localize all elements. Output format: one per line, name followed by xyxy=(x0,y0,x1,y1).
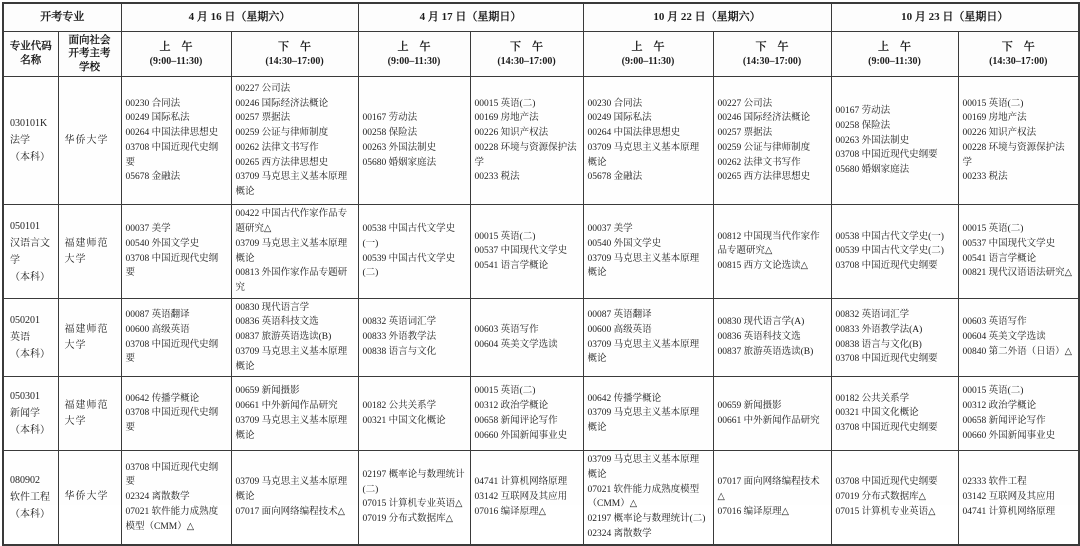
course-entry: 04741 计算机网络原理 xyxy=(962,506,1056,517)
course-entry: 00539 中国古代文学史(二) xyxy=(362,253,456,279)
course-entry: 03709 马克思主义基本原理概论 xyxy=(235,477,348,503)
session-courses-cell xyxy=(231,298,358,377)
course-entry: 00087 英语翻译 xyxy=(125,310,190,321)
course-entry: 00541 语言学概论 xyxy=(474,260,549,271)
course-entry: 00228 环境与资源保护法学 xyxy=(474,142,577,168)
session-courses-cell xyxy=(121,205,231,298)
course-entry: 00659 新闻摄影 xyxy=(235,386,300,397)
course-entry: 07017 面向网络编程技术△ xyxy=(235,506,345,517)
course-entry: 00833 外语教学法 xyxy=(362,332,437,343)
course-entry: 00233 税法 xyxy=(962,172,1008,183)
school-cell: 华侨大学 xyxy=(58,77,121,205)
course-entry: 00838 语言与文化(B) xyxy=(835,339,922,350)
course-entry: 00182 公共关系学 xyxy=(835,393,910,404)
course-entry: 00263 外国法制史 xyxy=(835,135,910,146)
header-date-apr17: 4 月 17 日（星期日） xyxy=(358,3,583,31)
table-row xyxy=(3,377,1079,451)
major-info-line: 030101K xyxy=(10,118,48,130)
session-courses-cell xyxy=(583,298,713,377)
course-entry: 00087 英语翻译 xyxy=(587,310,652,321)
session-label: 上 午 xyxy=(159,41,193,54)
session-courses-cell xyxy=(358,451,470,545)
school-cell: 福建师范大学 xyxy=(58,298,121,377)
course-entry: 05678 金融法 xyxy=(125,172,181,183)
course-entry: 03709 马克思主义基本原理概论 xyxy=(235,346,348,372)
course-entry: 07021 软件能力成熟度模型（CMM）△ xyxy=(587,484,700,510)
course-entry: 03708 中国近现代史纲要 xyxy=(125,142,219,168)
table-row xyxy=(3,77,1079,205)
course-entry: 07021 软件能力成熟度模型（CMM）△ xyxy=(125,506,219,532)
course-entry: 00169 房地产法 xyxy=(474,113,539,124)
course-entry: 00015 英语(二) xyxy=(474,98,536,109)
course-entry: 00321 中国文化概论 xyxy=(362,415,446,426)
header-date-apr16: 4 月 16 日（星期六） xyxy=(121,3,358,31)
course-entry: 02324 离散数学 xyxy=(125,492,190,503)
session-courses-cell xyxy=(358,205,470,298)
session-courses-cell xyxy=(358,77,470,205)
course-entry: 03708 中国近现代史纲要 xyxy=(835,260,938,271)
course-entry: 07019 分布式数据库△ xyxy=(835,492,926,503)
major-code-cell xyxy=(3,377,58,451)
course-entry: 00812 中国现当代作家作品专题研究△ xyxy=(717,231,820,257)
course-entry: 03142 互联网及其应用 xyxy=(962,492,1056,503)
course-entry: 00603 英语写作 xyxy=(474,324,539,335)
table-header xyxy=(3,3,1079,77)
session-time: (14:30–17:00) xyxy=(497,55,556,67)
major-code-cell xyxy=(3,77,58,205)
session-label: 上 午 xyxy=(878,41,911,54)
session-label: 下 午 xyxy=(755,41,789,54)
course-entry: 00642 传播学概论 xyxy=(125,393,200,404)
course-entry: 00227 公司法 xyxy=(235,84,291,95)
session-courses-cell xyxy=(713,205,831,298)
course-entry: 03708 中国近现代史纲要 xyxy=(125,253,219,279)
course-entry: 00015 英语(二) xyxy=(474,231,536,242)
course-entry: 03709 马克思主义基本原理概论 xyxy=(587,408,700,434)
course-entry: 00661 中外新闻作品研究 xyxy=(235,401,338,412)
header-major-group: 开考专业 xyxy=(3,3,121,31)
course-entry: 00167 劳动法 xyxy=(835,106,891,117)
session-time: (9:00–11:30) xyxy=(149,55,203,67)
session-courses-cell xyxy=(231,451,358,545)
school-cell: 福建师范大学 xyxy=(58,377,121,451)
session-courses-cell xyxy=(583,205,713,298)
major-code-cell xyxy=(3,205,58,298)
course-entry: 05678 金融法 xyxy=(587,172,643,183)
exam-schedule-table xyxy=(2,2,1080,546)
course-entry: 05680 婚姻家庭法 xyxy=(362,157,437,168)
header-oct23-am xyxy=(831,31,958,77)
course-entry: 00249 国际私法 xyxy=(587,113,652,124)
session-courses-cell xyxy=(358,377,470,451)
course-entry: 00037 美学 xyxy=(125,224,171,235)
course-entry: 07016 编译原理△ xyxy=(474,506,546,517)
course-entry: 02197 概率论与数理统计(二) xyxy=(362,470,465,495)
course-entry: 03709 马克思主义基本原理概论 xyxy=(587,142,700,168)
course-entry: 00659 新闻摄影 xyxy=(717,401,782,412)
course-entry: 00264 中国法律思想史 xyxy=(587,128,681,139)
session-courses-cell xyxy=(121,298,231,377)
course-entry: 02333 软件工程 xyxy=(962,477,1027,488)
course-entry: 00836 英语科技文选 xyxy=(235,317,319,328)
session-courses-cell xyxy=(583,377,713,451)
course-entry: 00813 外国作家作品专题研究 xyxy=(235,268,348,294)
major-info-line: 050101 xyxy=(10,220,40,232)
course-entry: 00312 政治学概论 xyxy=(962,401,1037,412)
course-entry: 00169 房地产法 xyxy=(962,113,1027,124)
session-courses-cell xyxy=(121,377,231,451)
exam-schedule-document xyxy=(2,2,1078,539)
header-oct22-am xyxy=(583,31,713,77)
course-entry: 00604 英美文学选读 xyxy=(474,339,558,350)
school-cell: 华侨大学 xyxy=(58,451,121,545)
major-code-cell xyxy=(3,298,58,377)
course-entry: 00830 现代语言学(A) xyxy=(717,317,805,328)
session-label: 下 午 xyxy=(278,41,311,54)
course-entry: 00840 第二外语（日语）△ xyxy=(962,346,1072,357)
session-courses-cell xyxy=(470,451,583,545)
session-courses-cell xyxy=(470,77,583,205)
course-entry: 00263 外国法制史 xyxy=(362,142,437,153)
course-entry: 02324 离散数学 xyxy=(587,528,652,539)
header-oct23-pm xyxy=(958,31,1079,77)
course-entry: 00603 英语写作 xyxy=(962,317,1027,328)
course-entry: 00265 西方法律思想史 xyxy=(717,172,811,183)
session-time: (9:00–11:30) xyxy=(621,55,675,67)
course-entry: 03709 马克思主义基本原理概论 xyxy=(235,415,348,441)
course-entry: 00541 语言学概论 xyxy=(962,253,1037,264)
session-courses-cell xyxy=(713,77,831,205)
course-entry: 00226 知识产权法 xyxy=(962,128,1037,139)
course-entry: 00600 高级英语 xyxy=(125,324,190,335)
table-row xyxy=(3,205,1079,298)
header-date-oct22: 10 月 22 日（星期六） xyxy=(583,3,831,31)
session-courses-cell xyxy=(958,298,1079,377)
course-entry: 03709 马克思主义基本原理概论 xyxy=(235,172,348,198)
session-courses-cell xyxy=(231,77,358,205)
course-entry: 00037 美学 xyxy=(587,224,633,235)
course-entry: 00660 外国新闻事业史 xyxy=(962,430,1056,441)
major-info-line: 法学 xyxy=(10,135,30,147)
course-entry: 00230 合同法 xyxy=(125,98,181,109)
session-courses-cell xyxy=(958,377,1079,451)
session-courses-cell xyxy=(958,77,1079,205)
course-entry: 07016 编译原理△ xyxy=(717,506,789,517)
header-school: 面向社会 开考主考 学校 xyxy=(58,31,121,77)
session-courses-cell xyxy=(713,377,831,451)
course-entry: 00259 公证与律师制度 xyxy=(717,142,811,153)
major-info-line: （本科） xyxy=(10,152,50,164)
course-entry: 00258 保险法 xyxy=(835,120,891,131)
course-entry: 00015 英语(二) xyxy=(962,98,1024,109)
course-entry: 00837 旅游英语选读(B) xyxy=(717,346,814,357)
session-courses-cell xyxy=(583,451,713,545)
course-entry: 03708 中国近现代史纲要 xyxy=(835,150,938,161)
major-info-line: 英语 xyxy=(10,332,30,344)
major-info-line: 050301 xyxy=(10,391,40,403)
course-entry: 00264 中国法律思想史 xyxy=(125,128,219,139)
session-time: (14:30–17:00) xyxy=(989,55,1048,67)
course-entry: 00257 票据法 xyxy=(717,128,773,139)
course-entry: 00259 公证与律师制度 xyxy=(235,128,329,139)
course-entry: 04741 计算机网络原理 xyxy=(474,477,568,488)
major-info-line: （本科） xyxy=(10,271,50,283)
session-label: 下 午 xyxy=(1001,41,1035,54)
course-entry: 00015 英语(二) xyxy=(962,224,1024,235)
header-apr16-am xyxy=(121,31,231,77)
course-entry: 00230 合同法 xyxy=(587,98,643,109)
table-row xyxy=(3,298,1079,377)
course-entry: 03708 中国近现代史纲要 xyxy=(125,462,219,488)
session-courses-cell xyxy=(958,451,1079,545)
major-info-line: 050201 xyxy=(10,315,40,327)
session-courses-cell xyxy=(358,298,470,377)
session-courses-cell xyxy=(121,77,231,205)
course-entry: 03709 马克思主义基本原理概论 xyxy=(587,339,700,365)
session-courses-cell xyxy=(231,205,358,298)
major-info-line: 080902 xyxy=(10,474,40,486)
session-time: (9:00–11:30) xyxy=(387,55,441,67)
session-courses-cell xyxy=(958,205,1079,298)
course-entry: 00182 公共关系学 xyxy=(362,401,437,412)
course-entry: 00262 法律文书写作 xyxy=(235,142,319,153)
course-entry: 00836 英语科技文选 xyxy=(717,332,801,343)
course-entry: 00838 语言与文化 xyxy=(362,346,437,357)
course-entry: 03708 中国近现代史纲要 xyxy=(125,408,219,434)
course-entry: 00832 英语词汇学 xyxy=(835,310,910,321)
course-entry: 00661 中外新闻作品研究 xyxy=(717,415,820,426)
session-label: 上 午 xyxy=(631,41,665,54)
table-row xyxy=(3,451,1079,545)
header-oct22-pm xyxy=(713,31,831,77)
course-entry: 00837 旅游英语选读(B) xyxy=(235,332,332,343)
major-info-line: 汉语言文学 xyxy=(10,237,50,266)
major-code-cell xyxy=(3,451,58,545)
course-entry: 00833 外语教学法(A) xyxy=(835,324,923,335)
major-info-line: （本科） xyxy=(10,349,50,361)
course-entry: 00249 国际私法 xyxy=(125,113,190,124)
course-entry: 00537 中国现代文学史 xyxy=(962,238,1056,249)
major-info-line: （本科） xyxy=(10,508,50,520)
session-label: 下 午 xyxy=(510,41,543,54)
session-courses-cell xyxy=(713,451,831,545)
course-entry: 00660 外国新闻事业史 xyxy=(474,430,568,441)
course-entry: 00540 外国文学史 xyxy=(587,238,662,249)
course-entry: 03708 中国近现代史纲要 xyxy=(835,354,938,365)
course-entry: 00246 国际经济法概论 xyxy=(235,98,329,109)
header-apr16-pm xyxy=(231,31,358,77)
course-entry: 03708 中国近现代史纲要 xyxy=(835,423,938,434)
session-courses-cell xyxy=(831,77,958,205)
course-entry: 00312 政治学概论 xyxy=(474,401,549,412)
major-info-line: 软件工程 xyxy=(10,491,50,503)
course-entry: 00540 外国文学史 xyxy=(125,238,200,249)
course-entry: 00233 税法 xyxy=(474,172,520,183)
session-courses-cell xyxy=(470,205,583,298)
session-courses-cell xyxy=(231,377,358,451)
course-entry: 00537 中国现代文学史 xyxy=(474,246,568,257)
course-entry: 07015 计算机专业英语△ xyxy=(835,506,936,517)
header-apr17-pm xyxy=(470,31,583,77)
course-entry: 00658 新闻评论写作 xyxy=(962,415,1046,426)
course-entry: 05680 婚姻家庭法 xyxy=(835,165,910,175)
course-entry: 00832 英语词汇学 xyxy=(362,317,437,328)
session-time: (9:00–11:30) xyxy=(868,55,921,67)
course-entry: 00600 高级英语 xyxy=(587,324,652,335)
course-entry: 00539 中国古代文学史(二) xyxy=(835,246,944,257)
course-entry: 03142 互联网及其应用 xyxy=(474,492,568,503)
course-entry: 00258 保险法 xyxy=(362,128,418,139)
table-body xyxy=(3,77,1079,545)
course-entry: 03708 中国近现代史纲要 xyxy=(835,477,938,488)
major-info-line: （本科） xyxy=(10,425,50,437)
course-entry: 07015 计算机专业英语△ xyxy=(362,499,463,510)
course-entry: 00265 西方法律思想史 xyxy=(235,157,329,168)
course-entry: 00228 环境与资源保护法学 xyxy=(962,142,1065,168)
course-entry: 00830 现代语言学 xyxy=(235,302,310,313)
course-entry: 00167 劳动法 xyxy=(362,113,418,124)
course-entry: 00538 中国古代文学史(一) xyxy=(835,231,944,242)
course-entry: 07017 面向网络编程技术△ xyxy=(717,477,820,503)
session-time: (14:30–17:00) xyxy=(742,55,802,67)
session-courses-cell xyxy=(470,298,583,377)
header-major-code: 专业代码 名称 xyxy=(3,31,58,77)
header-apr17-am xyxy=(358,31,470,77)
course-entry: 00262 法律文书写作 xyxy=(717,157,801,168)
course-entry: 00321 中国文化概论 xyxy=(835,408,919,419)
session-courses-cell xyxy=(121,451,231,545)
course-entry: 00642 传播学概论 xyxy=(587,393,662,404)
course-entry: 00658 新闻评论写作 xyxy=(474,415,558,426)
course-entry: 00604 英美文学选读 xyxy=(962,332,1046,343)
session-header-row xyxy=(3,31,1079,77)
session-courses-cell xyxy=(831,451,958,545)
course-entry: 00538 中国古代文学史(一) xyxy=(362,224,456,249)
course-entry: 03709 马克思主义基本原理概论 xyxy=(587,253,700,279)
course-entry: 00422 中国古代作家作品专题研究△ xyxy=(235,209,348,235)
course-entry: 00246 国际经济法概论 xyxy=(717,113,811,124)
session-courses-cell xyxy=(470,377,583,451)
session-courses-cell xyxy=(583,77,713,205)
course-entry: 02197 概率论与数理统计(二) xyxy=(587,514,706,525)
course-entry: 03709 马克思主义基本原理概论 xyxy=(587,455,700,481)
course-entry: 03708 中国近现代史纲要 xyxy=(125,339,219,365)
course-entry: 00227 公司法 xyxy=(717,98,773,109)
course-entry: 00257 票据法 xyxy=(235,113,291,124)
school-cell: 福建师范大学 xyxy=(58,205,121,298)
course-entry: 00815 西方文论选读△ xyxy=(717,260,808,271)
course-entry: 00015 英语(二) xyxy=(962,386,1024,397)
session-time: (14:30–17:00) xyxy=(265,55,324,67)
course-entry: 07019 分布式数据库△ xyxy=(362,514,453,525)
course-entry: 03709 马克思主义基本原理概论 xyxy=(235,238,348,264)
session-courses-cell xyxy=(831,377,958,451)
course-entry: 00226 知识产权法 xyxy=(474,128,549,139)
session-courses-cell xyxy=(831,205,958,298)
session-courses-cell xyxy=(713,298,831,377)
major-info-line: 新闻学 xyxy=(10,408,40,420)
course-entry: 00015 英语(二) xyxy=(474,386,536,397)
course-entry: 00821 现代汉语语法研究△ xyxy=(962,268,1072,279)
session-label: 上 午 xyxy=(397,41,431,54)
header-date-oct23: 10 月 23 日（星期日） xyxy=(831,3,1079,31)
session-courses-cell xyxy=(831,298,958,377)
